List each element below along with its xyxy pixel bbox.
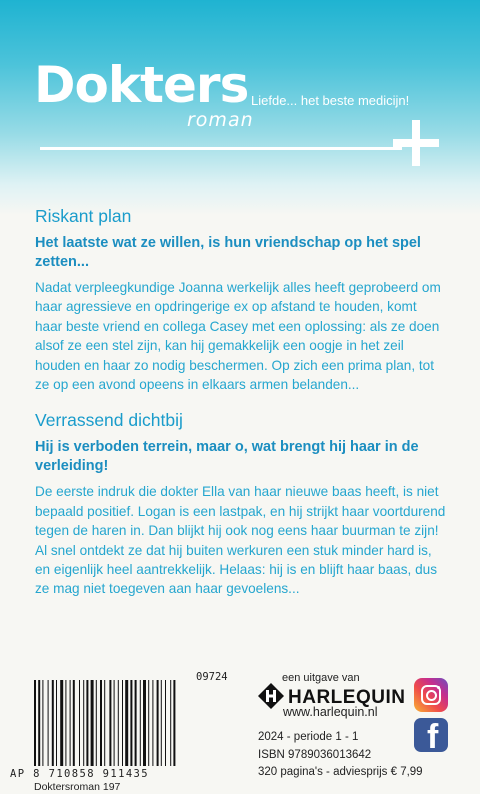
story-2-title: Verrassend dichtbij: [35, 410, 183, 431]
cover-header: [0, 0, 480, 215]
publication-period: 2024 - periode 1 - 1: [258, 731, 359, 743]
story-2-lead: Hij is verboden terrein, maar o, wat brengt hij haar in de verleiding!: [35, 439, 419, 475]
story-2-text: De eerste indruk die dokter Ella van haar nieuwe baas heeft, is niet bepaald positief. Logan is een lastpak, en hij strijkt haar voortdurend tegen de haren in. Dan blijkt hij ook nog eens haar buurman te zijn! Al snel ontdekt ze dat hij buiten werkuren een stuk minder hard is, en eigenlijk heel aantrekkelijk. Helaas: hij is en blijft haar baas, dus ze mag niet toegeven aan haar gevoelens...: [35, 484, 446, 597]
publisher-website: www.harlequin.nl: [283, 705, 378, 719]
facebook-icon: f: [414, 718, 448, 752]
story-1-lead: Het laatste wat ze willen, is hun vriendschap op het spel zetten...: [35, 235, 421, 270]
story-1-title: Riskant plan: [35, 206, 132, 226]
series-number: Doktersroman 197: [34, 781, 121, 793]
series-tagline: Liefde... het beste medicijn!: [251, 93, 410, 108]
harlequin-diamond-icon: [258, 683, 284, 709]
series-logo: Dokters: [34, 56, 249, 114]
barcode-addon-number: 09724: [196, 671, 228, 683]
barcode: [34, 680, 236, 766]
series-logo-subtitle: roman: [187, 109, 254, 131]
publisher-name: HARLEQUIN: [288, 687, 406, 708]
pages-and-price: 320 pagina's - adviesprijs € 7,99: [258, 766, 423, 778]
blurb-body: [35, 204, 447, 613]
publication-details: [258, 729, 423, 782]
header-divider: [40, 147, 402, 150]
medical-cross-icon: [393, 120, 439, 166]
barcode-number: AP 8 710858 911435: [10, 768, 149, 780]
instagram-icon: [414, 678, 448, 712]
isbn: ISBN 9789036013642: [258, 748, 372, 761]
story-1-text: Nadat verpleegkundige Joanna werkelijk alles heeft geprobeerd om haar agressieve en opdringerige ex op afstand te houden, komt haar beste vriend en collega Casey met een oplossing: als ze doen alsof ze een stel zijn, kan hij gemakkelijk een oogje in het zeil houden en haar zo nodig beschermen. Op zich een prima plan, tot ze op een avond opeens in elkaars armen belanden...: [35, 280, 441, 393]
publisher-intro: een uitgave van: [282, 672, 360, 684]
